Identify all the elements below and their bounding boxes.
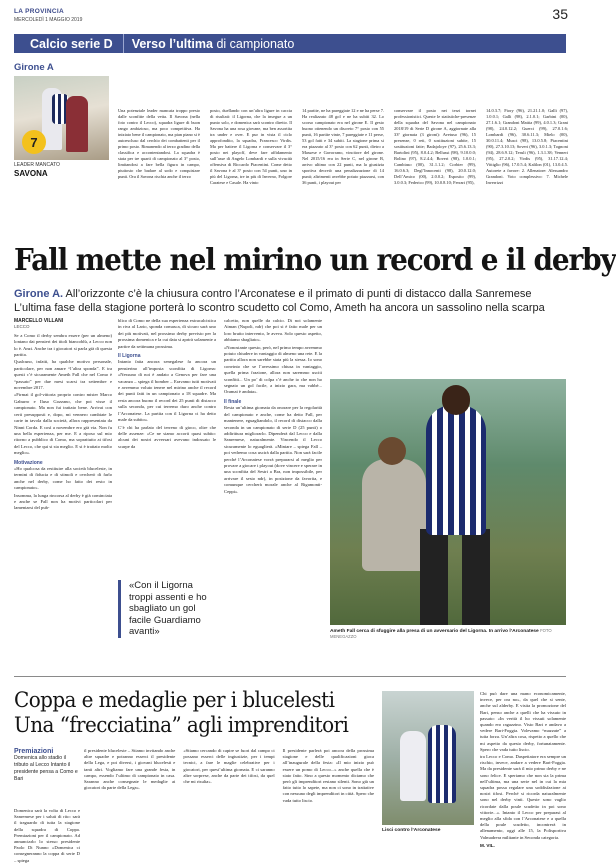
second-headline-line-2: Una “frecciatina” agli imprenditori: [14, 713, 349, 737]
masthead: [14, 6, 570, 32]
sidebar-column: conservare il posto nei terzi tornei professionistici. Queste le statistiche-presenze della squadra del Savona nel campionato 2018/19 di Serie D girone A, aggiornate alla 33ª giornata (3 gironi): Avetuso (96), 15 presenze, 0 reti, 0 sostituzioni subite, 15 sostituzioni fatte; Badajoloye (97), 25.6.13.3; Bartolini (95), 8.0.4.2; Bellussi (98), 9.10.0.0; Bolino (97), 8.2.4.4; Boveri (98), 1.0.0.1; Cambiaso (00), 31.1.1.2; Corbier (99), 16.0.6.3; Degl’Innocenti (98), 20.0.12.0; Dell’Amico (00), 2.0.0.2; Esposito (99), 3.0.0.3; Federico (99), 10.0.8.10; Ferrari (95),: [394, 108, 476, 185]
photo-player-striped: [428, 725, 456, 803]
second-deck: [14, 748, 80, 783]
article-paragraph: tra Lecco e Como. Daspettatore era sempre un rischio, invece, andare a vedere Bari-Foggia. Ma da presidente sarà il mio primo derby e ne sono felice. E speriamo che non sia la prima nell’ultima, ma una serie nel in cui la mia squadra possa regalare una soddisfazione ai nostri tifosi. Perché si ricorda naturalmente sono nel derby vinti. Queste sono vaglio ricordate dalla poule scudetto in poi sono vittorie...». Intanto il Lecco per preparasi al meglio alla sfida con l’Arconatese e a quella della poule scudetto, incontrerà in allenamento, oggi alle 15, la Polisportiva Valmadrera militante in Seconda categoria.: [480, 754, 566, 840]
article-subhead: Il finale: [224, 398, 242, 405]
photo-player-red: [66, 96, 88, 152]
photo-player-legs: [420, 529, 490, 625]
sidebar-label-small: LEADER MANCATO: [14, 162, 60, 168]
photo-opponent-head: [378, 437, 406, 465]
second-article-right-column: [480, 691, 566, 849]
article-paragraph: Resta un’ultima giornata da onorare per la regolarità del campionato e anche, come ha detto Fall, per mantenere, eguagliandolo, il record di distacco dalla seconda in un campionato di serie D (25 punti) o addirittura migliorarlo. Dipenderà dal Lecco e dalla Sanremese, naturalmente. Vincendo il Lecco sicuramente lo eguaglierà. «Miniare – spiega Fall – poi vedremo cosa uscirà dalla partita. Non sarà facile perché l’Arconatese vorrà prepararsi al meglio per provare a giocare i playout (dove vincere e sperare in una sconfitta del Sestri a Bra, non impossibile, per arrivare il sesto ndr), in posizione da favorita, e comunque cercherà morale anche al Rigamonti-Ceppi».: [224, 405, 322, 494]
caption-text: Ameth Fall cerca di sfuggire alla presa di un avversario del Ligorna. In arrivo l’Arconatese: [330, 629, 539, 634]
section-kicker-rest: di campionato: [212, 36, 295, 51]
pull-quote: «Con il Ligorna troppi assenti e ho sbagliato un gol facile Guardiamo avanti»: [118, 580, 216, 638]
sidebar-label-team: SAVONA: [14, 169, 48, 178]
second-deck-title: Premiazioni: [14, 748, 54, 755]
article-paragraph: Qualcuno, infatti, ha qualche motivo personale, particolare, per non amare “l’altra sponda”. E tra questi c’è sicuramente Ameth Fall che nel Como è “passato” per due mesi scarsi tra settembre e novembre 2017.: [14, 359, 112, 391]
author-signature: M. VIL.: [480, 842, 495, 848]
rating-badge: 7: [22, 130, 46, 154]
article-paragraph: Insomma, la lunga rincorsa al derby è già cominciata e anche se Fall non ha motivi particolari per lamentarsi del pub-: [14, 492, 112, 511]
article-paragraph: «Firmai il gol-vittoria proprio contro mister Marco Gaburro e Iluso Gozzano, che poi visse il campionato. Ma non fui trattato bene. Arrivai con certi presupposti e, dopo, mi vennero cambiate le carte in tavola dalla società, allora rappresentata da Ninni Corda. E così a novembre ero già via. Non fu una bella esperienza, per me. E a riposo sul mio ritorno a pubblico di Como, ma soprattutto ai tifosi del Lecco, che qui si sta meglio. E si è trattato molto meglio».: [14, 392, 112, 456]
article-paragraph: Intanto fatta ancora senegalese fa ancora un pensierino all’imposta sconfitta di Ligorna: «Nessuno di noi è andato a Genova per fare una vacanza – spiega il bomber – Eravamo tutti motivati e avremmo voluto tenere nel mirino anche il record dei punti fatti in un campionato a 18 squadre. Ma resta ancora buono il record dei 25 punti di distacco sulla seconda, per cui terremo duro anche contro l’Arconatese. La partita con il Ligorna ci ha detto male da subito».: [118, 359, 216, 423]
main-photo: [330, 379, 566, 625]
second-headline: [14, 688, 385, 738]
second-article-lead-paragraph: Domenica sarà la volta di Lecco e Sanremese per i saluti di rito: sarà il traguardo di tutta la stagione della squadra di Coppa. Premiazioni per il campionato. Ad annunciarlo lo stesso presidente Paolo Di Nunno «Domenica ci consegneranno la coppa di serie D – spiega: [14, 808, 80, 863]
sidebar-group-label: Girone A: [14, 62, 54, 73]
issue-date: MERCOLEDÌ 1 MAGGIO 2019: [14, 17, 83, 23]
second-article-column: [183, 748, 274, 843]
photo-opponent: [362, 459, 426, 571]
deck-lead: Girone A.: [14, 288, 64, 300]
article-column-1: [14, 318, 112, 513]
sidebar-column: 14.0.3.7; Fiory (96), 21.21.1.0; Galli (97), 1.0.0.1; Galli (98), 2.1.0.1; Garbini (00), 27.1.6.1; Grandoni Mattia (99), 4.0.1.3; Grani (98), 24.0.12.2; Guerci (99), 27.0.1.6; Lombardi (96), 30.6.11.3; Mielo (00), 30.0.11.4; Musci (98), 13.0.5.8; Piacentini (90), 27.3.10.13; Soveri (96), 3.0.1.3; Tognoni (94), 28.6.9.12; Teruli (96), 1.3.1.38; Venneri (95), 27.2.0.2; Virdis (95), 31.17.12.4; Vittiglio (96), 17.0.5.4; Kalilon (01), 13.0.4.5. Autorete a favore: 2. Allenatore: Alessandro Grandoni. Voto complessivo: 7. Michele Inverrizzi: [486, 108, 568, 185]
article-paragraph: C’è chi ha parlato del terreno di gioco, oltre che delle assenze: «Ce ne siamo accorti quasi subito: alcuni dei nostri avversari avevano indossato le scarpe da: [118, 424, 216, 449]
byline: MARCELLO VILLANI: [14, 318, 64, 324]
newspaper-name: LA PROVINCIA: [14, 8, 64, 15]
article-column-3: [224, 318, 322, 496]
photo-credit: FOTO MENEGAZZO: [330, 628, 552, 639]
sidebar-columns: [118, 108, 568, 225]
sidebar-column: Una potenziale leader mancata troppo presto dalle sconfitte della vetta. Il Savona (nella foto contro il Lecco), squadra ligure di buon rango ambizioso, ma poco competitiva. Ha iniziato bene il campionato, ma pian piano si è autoescluso dal cerchio dei combattenti per il primo posto. Rimanendo al terzo gradino della classifica e accontentandosi. La squadra è stata per tre quarti di campionato al 3° posto, limitandosi a fare bella figura in campo, piuttosto che badare al sodo e conquistare punti. Ora il Savona rischia anche il terzo: [118, 108, 200, 179]
photo-player-white: [400, 731, 426, 801]
second-article-column: [84, 748, 175, 843]
article-paragraph: «Nonostante questo, però, nel primo tempo avremmo potuto chiudere in vantaggio di almeno una rete. E la partita allora non sarebbe stata più la stessa. Io sono convinto che se l’avessimo chiusa in vantaggio, quella prima frazione, allora non saremmo usciti sconfitti... Un po’ di colpa c’è anche io che non ho segnato un gol facile, a inizio gara, ma vabbè... Oramai è andata».: [224, 344, 322, 395]
second-photo: [382, 691, 474, 825]
second-article-columns: [84, 748, 374, 843]
photo-player-striped: [426, 405, 486, 535]
second-headline-line-1: Coppa e medaglie per i blucelesti: [14, 688, 335, 712]
article-deck: [14, 288, 570, 315]
sidebar-column: posto, duellando con un’altra ligure in caccia di risultati: il Ligorna, che la insegue a un punto solo, e domenica sarà scontro diretto. Il Savona ha una rosa giovane, ma ben assortita tra under e over. E pur in vista il ciclo approfondito, la squadra, Francesco Virdis. Ma per battere il Ligorna e conservare il 3° posto nei playoff, deve fare affidamento sull’asse di Angelo Lombardi e sulla vivacità offensiva di Riccardo Piacentini. Come detto il Savona è al 3° posto con 54 punti, uno in più del Ligorna, tre in più di Inverno, Folgore Caratese e Casale. Ha vinto: [210, 108, 292, 185]
deck-text: All’orizzonte c’è la chiusura contro l’Arconatese e il primato di punti di distacco dalla Sanremese L’ultima fase della stagione porterà lo scontro scudetto col Como, Ameth ha ancora un sassolino nella scarpa: [14, 288, 545, 314]
section-kicker-bold: Verso l’ultima: [131, 36, 213, 51]
second-article-column: [283, 748, 374, 843]
article-paragraph: «Stiamo cercando di capire se fuori dal campo ci possano esserci delle ingiustizie, per i tempi tecnici, a fare le maglie celebrative per i giocatori, per quest’ultima giornata. E ci saranno altre sorprese, anche da parte dei tifosi, da quel che mi risulta».: [183, 748, 275, 785]
article-paragraph: blico di Como ne della sua esperienza extracalcistica in riva al Lario, sponda comasca, di sicuro sarà uno dei più motivati, nel prossimo derby previsto per la prossima domenica e la cui data si aprirà solamente a partire da settimana prossima.: [118, 318, 216, 349]
section-bar: [14, 34, 566, 53]
article-subhead: Motivazione: [14, 459, 43, 466]
article-paragraph: Chi può dare una mano economicamente, invece, per ora no», da quel che si sente, anche sul alderby. E visita la promozione del Bari, penso anche a quelli che ha vissuto in passato: «In verità il ho vissuti solamente quando ero ragazzino. Visto Bari e andavo a vedere Bari-Foggia. Volevamo “mazzate” a tutta forza. Un’altra cosa, rispetto a quello che mi aspetto da questo derby, fortunatamente. Spero che vada tutto liscio.: [480, 691, 566, 752]
main-photo-caption: [330, 628, 566, 640]
section-divider: [14, 676, 566, 677]
dateline-place: LECCO: [14, 324, 30, 330]
main-headline: Fall mette nel mirino un record e il derby: [14, 243, 616, 278]
page-number: 35: [552, 6, 568, 22]
section-kicker: [124, 37, 295, 51]
article-paragraph: il presidente bluceleste – Stiamo invitando anche altre squadre e potranno esserci il presidente della Lega, e poi diversi, i giovani blucelesti e tanti altri. Vogliamo fare una grande festa, in campo, essendo l’ultimo di campionato in casa. Saranno anche consegnate le medaglie ai giocatori da parte della Lega».: [84, 748, 176, 791]
second-deck-text: Domenica allo stadio il tributo al Lecco Intanto il presidente pensa a Como e Bari: [14, 755, 78, 782]
article-paragraph: «Ho qualcosa da restituire alla società bluceleste, in termini di fiducia e di stimoli e cercherò di farlo anche nel derby, come ho fatto dei resto in campionato».: [14, 465, 112, 491]
sidebar-column: 14 partite, ne ha pareggiate 12 e ne ha perse 7. Ha realizzato 48 gol e ne ha subiti 32. Lo scorso campionato era nel girone E. Il gesto buono ottenendo un discreto 7° posto con 55 punti, 16 partite vinte, 7 pareggiate e 11 perse, 53 gol fatti e 34 subiti. La stagione prima si era piazzato al 3° posto con 62 punti, dietro a Massese e Gavorrano, vincitore del girone. Nel 2015/16 era in Serie C, nel girone B, arrivo ultimo con 22 punti, ma la giustizia sportiva decretò una penalizzazione di 14 punti; altrimenti avrebbe potuto piazzarsi, con 36 punti, i playout per: [302, 108, 384, 185]
second-photo-caption: Lisci contro l’Arconatese: [382, 828, 441, 833]
section-name: Calcio serie D: [14, 34, 124, 53]
article-column-2: [118, 318, 216, 451]
article-subhead: Il Ligorna: [118, 353, 141, 360]
article-paragraph: Il presidente parlerà poi ancora della prossima stagione e delle qualificazioni gioca all’inaugurale della festa: «Il mio inizio può essere un pomo di Lecco...» anche quella che è stato fatto. Sino a questo momento diciamo che però gli imprenditori restano silenti. Sono già un fatto tutto lo sapete, ma non ci sono in trattative con nessuno degli imprenditori in città. Spero che vada tutto liscio.: [282, 748, 374, 803]
article-paragraph: calcetto, non quelle da calcio. Di noi solamente Aiman (Nupoli, ndr) che poi si è fatto male per un loro brutto intervento, le aveva. Solo questo aspetto, abbiamo sbagliato».: [224, 318, 322, 343]
article-paragraph: Se a Como il derby sembra essere (per un almeno) lontano dai pensieri dei titoli biancoblù, a Lecco non lo è. Anzi. Anche tra i giocatori si parla già di questa partita.: [14, 332, 112, 358]
photo-player-head: [442, 385, 470, 415]
